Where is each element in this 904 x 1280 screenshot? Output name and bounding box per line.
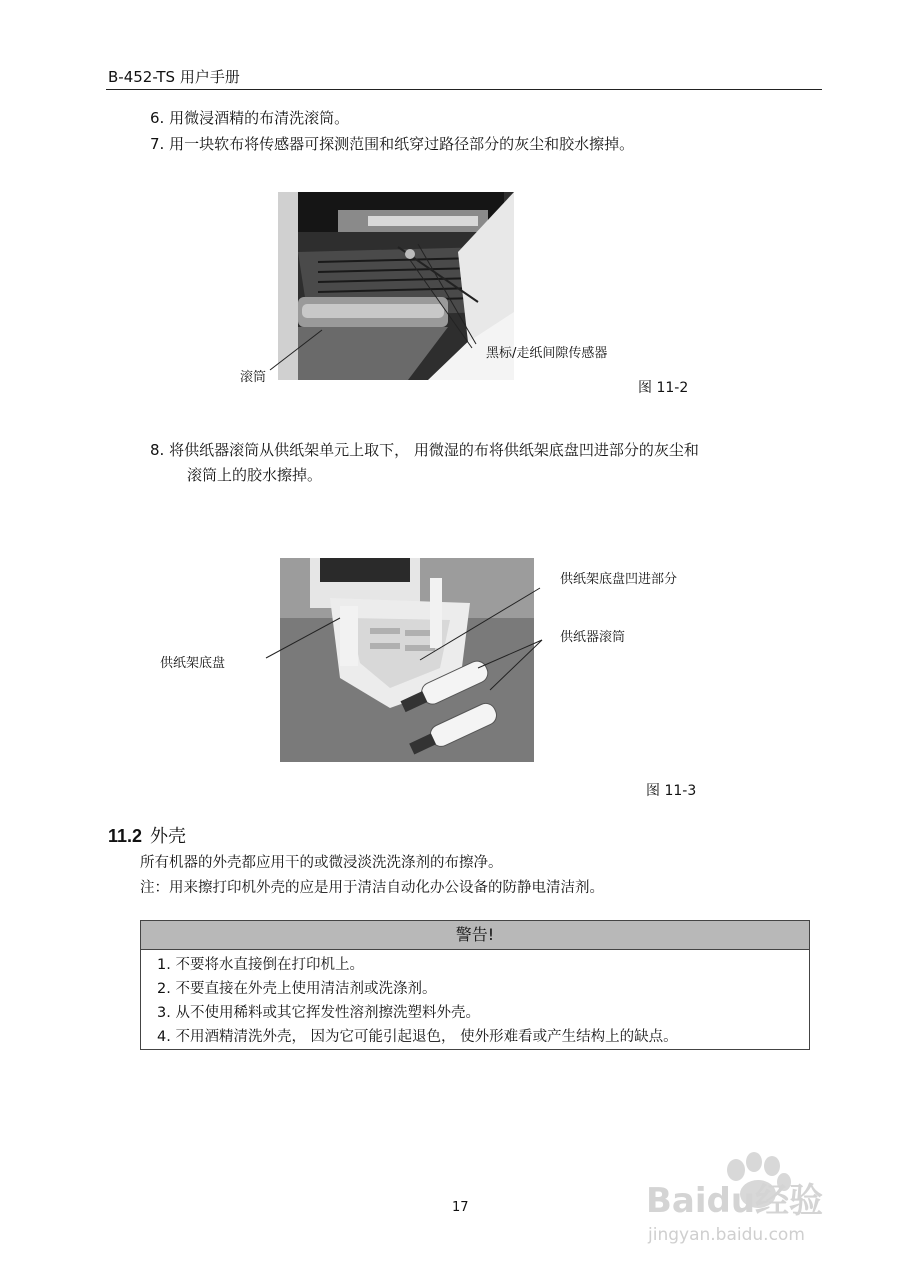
warning-item: 4. 不用酒精清洗外壳， 因为它可能引起退色， 使外形难看或产生结构上的缺点。 [157, 1029, 678, 1045]
figure-11-2-caption: 图 11-2 [638, 380, 689, 396]
label-feeder-roller: 供纸器滚筒 [560, 630, 626, 645]
figure-11-3-caption: 图 11-3 [646, 783, 697, 799]
label-sensor: 黑标/走纸间隙传感器 [486, 346, 608, 361]
step-7: 7. 用一块软布将传感器可探测范围和纸穿过路径部分的灰尘和胶水擦掉。 [150, 135, 635, 153]
section-number: 11.2 [108, 826, 143, 846]
label-feeder-recess: 供纸架底盘凹进部分 [560, 572, 678, 587]
step-8-line-1: 8. 将供纸器滚筒从供纸架单元上取下， 用微湿的布将供纸架底盘凹进部分的灰尘和 [150, 441, 699, 459]
figure-11-2-callout-lines [240, 240, 490, 380]
header-divider [106, 89, 822, 90]
step-6: 6. 用微浸酒精的布清洗滚筒。 [150, 109, 350, 127]
watermark-url: jingyan.baidu.com [648, 1225, 805, 1245]
warning-box [140, 920, 810, 1050]
label-roller: 滚筒 [240, 370, 267, 385]
figure-11-3-callout-lines [260, 580, 560, 700]
section-heading [108, 822, 186, 848]
page-number: 17 [452, 1200, 469, 1215]
warning-title: 警告! [141, 921, 809, 950]
label-feeder-base: 供纸架底盘 [160, 656, 226, 671]
step-8-line-2: 滚筒上的胶水擦掉。 [187, 466, 323, 484]
section-title: 外壳 [150, 826, 187, 847]
warning-item: 3. 从不使用稀料或其它挥发性溶剂擦洗塑料外壳。 [157, 1005, 480, 1021]
watermark-brand: Baidu经验 [646, 1181, 824, 1221]
section-note: 注：用来擦打印机外壳的应是用于清洁自动化办公设备的防静电清洁剂。 [140, 880, 604, 896]
warning-item: 2. 不要直接在外壳上使用清洁剂或洗涤剂。 [157, 981, 437, 997]
warning-item: 1. 不要将水直接倒在打印机上。 [157, 957, 364, 973]
document-header-title: B-452-TS 用户手册 [108, 68, 240, 86]
section-text-1: 所有机器的外壳都应用干的或微浸淡洗洗涤剂的布擦净。 [140, 855, 503, 871]
baidu-jingyan-watermark [640, 1140, 880, 1250]
